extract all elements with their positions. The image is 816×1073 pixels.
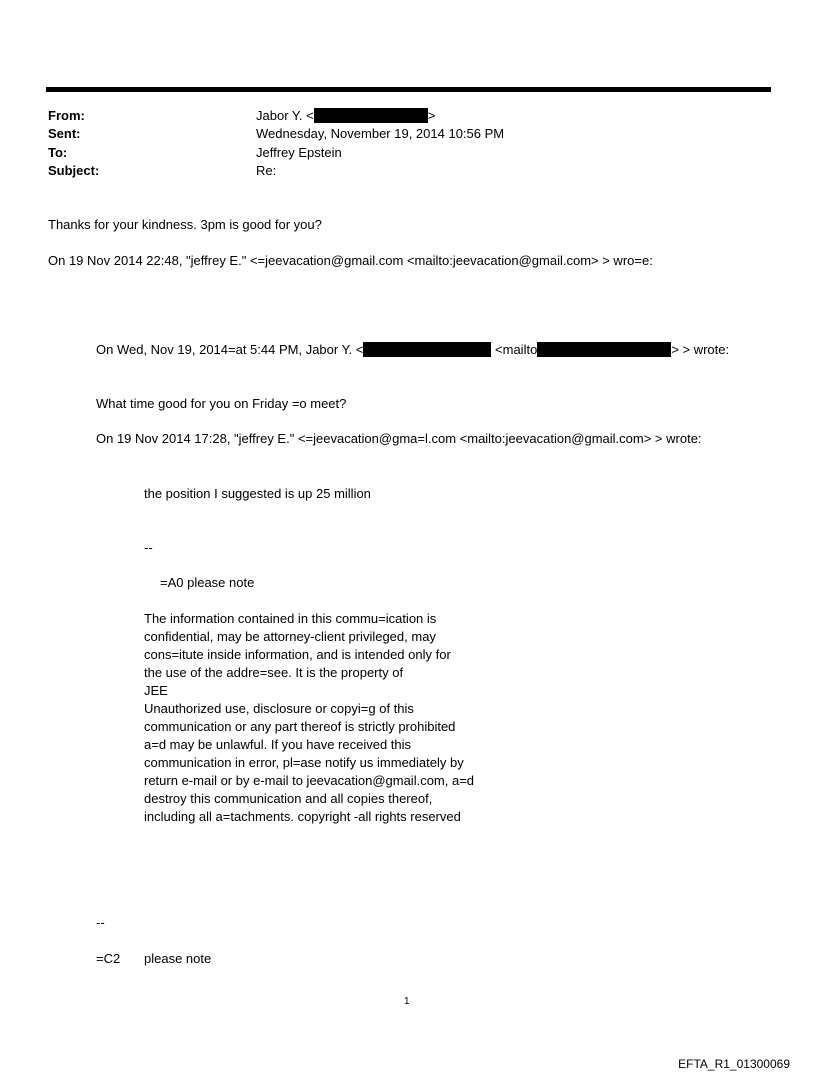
to-label: To: (48, 145, 68, 160)
quote1-header: On 19 Nov 2014 22:48, "jeffrey E." <=jeevacation@gmail.com <mailto:jeevacation@gmail.com> > wro=e: (48, 253, 653, 268)
sent-value: Wednesday, November 19, 2014 10:56 PM (256, 126, 505, 141)
from-value-suffix: > (427, 108, 436, 123)
subject-value: Re: (256, 163, 277, 178)
disclaimer-line: confidential, may be attorney-client privileged, may (144, 629, 436, 644)
quote2-header-prefix: On Wed, Nov 19, 2014=at 5:44 PM, Jabor Y. < (96, 342, 364, 357)
disclaimer-line: JEE (144, 683, 168, 698)
disclaimer-line: The information contained in this commu=ication is (144, 611, 437, 626)
page-number: 1 (404, 996, 410, 1007)
document-id: EFTA_R1_01300069 (678, 1057, 790, 1071)
disclaimer-line: including all a=tachments. copyright -all rights reserved (144, 809, 461, 824)
quote2-header (96, 342, 729, 358)
disclaimer-line: return e-mail or by e-mail to jeevacation@gmail.com, a=d (144, 773, 475, 788)
outer-signature-dashes: -- (96, 915, 105, 930)
to-value: Jeffrey Epstein (256, 145, 342, 160)
quote3-text: the position I suggested is up 25 million (144, 486, 371, 501)
redaction-box (537, 342, 671, 357)
disclaimer-line: a=d may be unlawful. If you have received this (144, 737, 412, 752)
quote2-header-mailto: <mailto (495, 342, 538, 357)
disclaimer-line: cons=itute inside information, and is intended only for (144, 647, 451, 662)
header-rule (46, 87, 771, 92)
from-label: From: (48, 108, 85, 123)
disclaimer-line: the use of the addre=see. It is the property of (144, 665, 404, 680)
quote2-text: What time good for you on Friday =o meet? (96, 396, 347, 411)
outer-signature-note: please note (144, 951, 212, 966)
signature-dashes: -- (144, 540, 153, 555)
disclaimer-line: communication or any part thereof is strictly prohibited (144, 719, 456, 734)
signature-note: =A0 please note (160, 575, 255, 590)
disclaimer-line: communication in error, pl=ase notify us immediately by (144, 755, 464, 770)
quote3-header: On 19 Nov 2014 17:28, "jeffrey E." <=jeevacation@gma=l.com <mailto:jeevacation@gmail.com> > wrote: (96, 431, 702, 446)
reply-text: Thanks for your kindness. 3pm is good for you? (48, 217, 322, 232)
sent-label: Sent: (48, 126, 81, 141)
disclaimer-line: destroy this communication and all copies thereof, (144, 791, 433, 806)
from-value (256, 108, 435, 124)
redaction-box (314, 108, 428, 123)
redaction-box (363, 342, 491, 357)
disclaimer (144, 610, 474, 826)
outer-signature-code: =C2 (96, 951, 121, 966)
from-value-prefix: Jabor Y. < (256, 108, 314, 123)
disclaimer-line: Unauthorized use, disclosure or copyi=g of this (144, 701, 414, 716)
quote2-header-suffix: > > wrote: (671, 342, 730, 357)
subject-label: Subject: (48, 163, 100, 178)
